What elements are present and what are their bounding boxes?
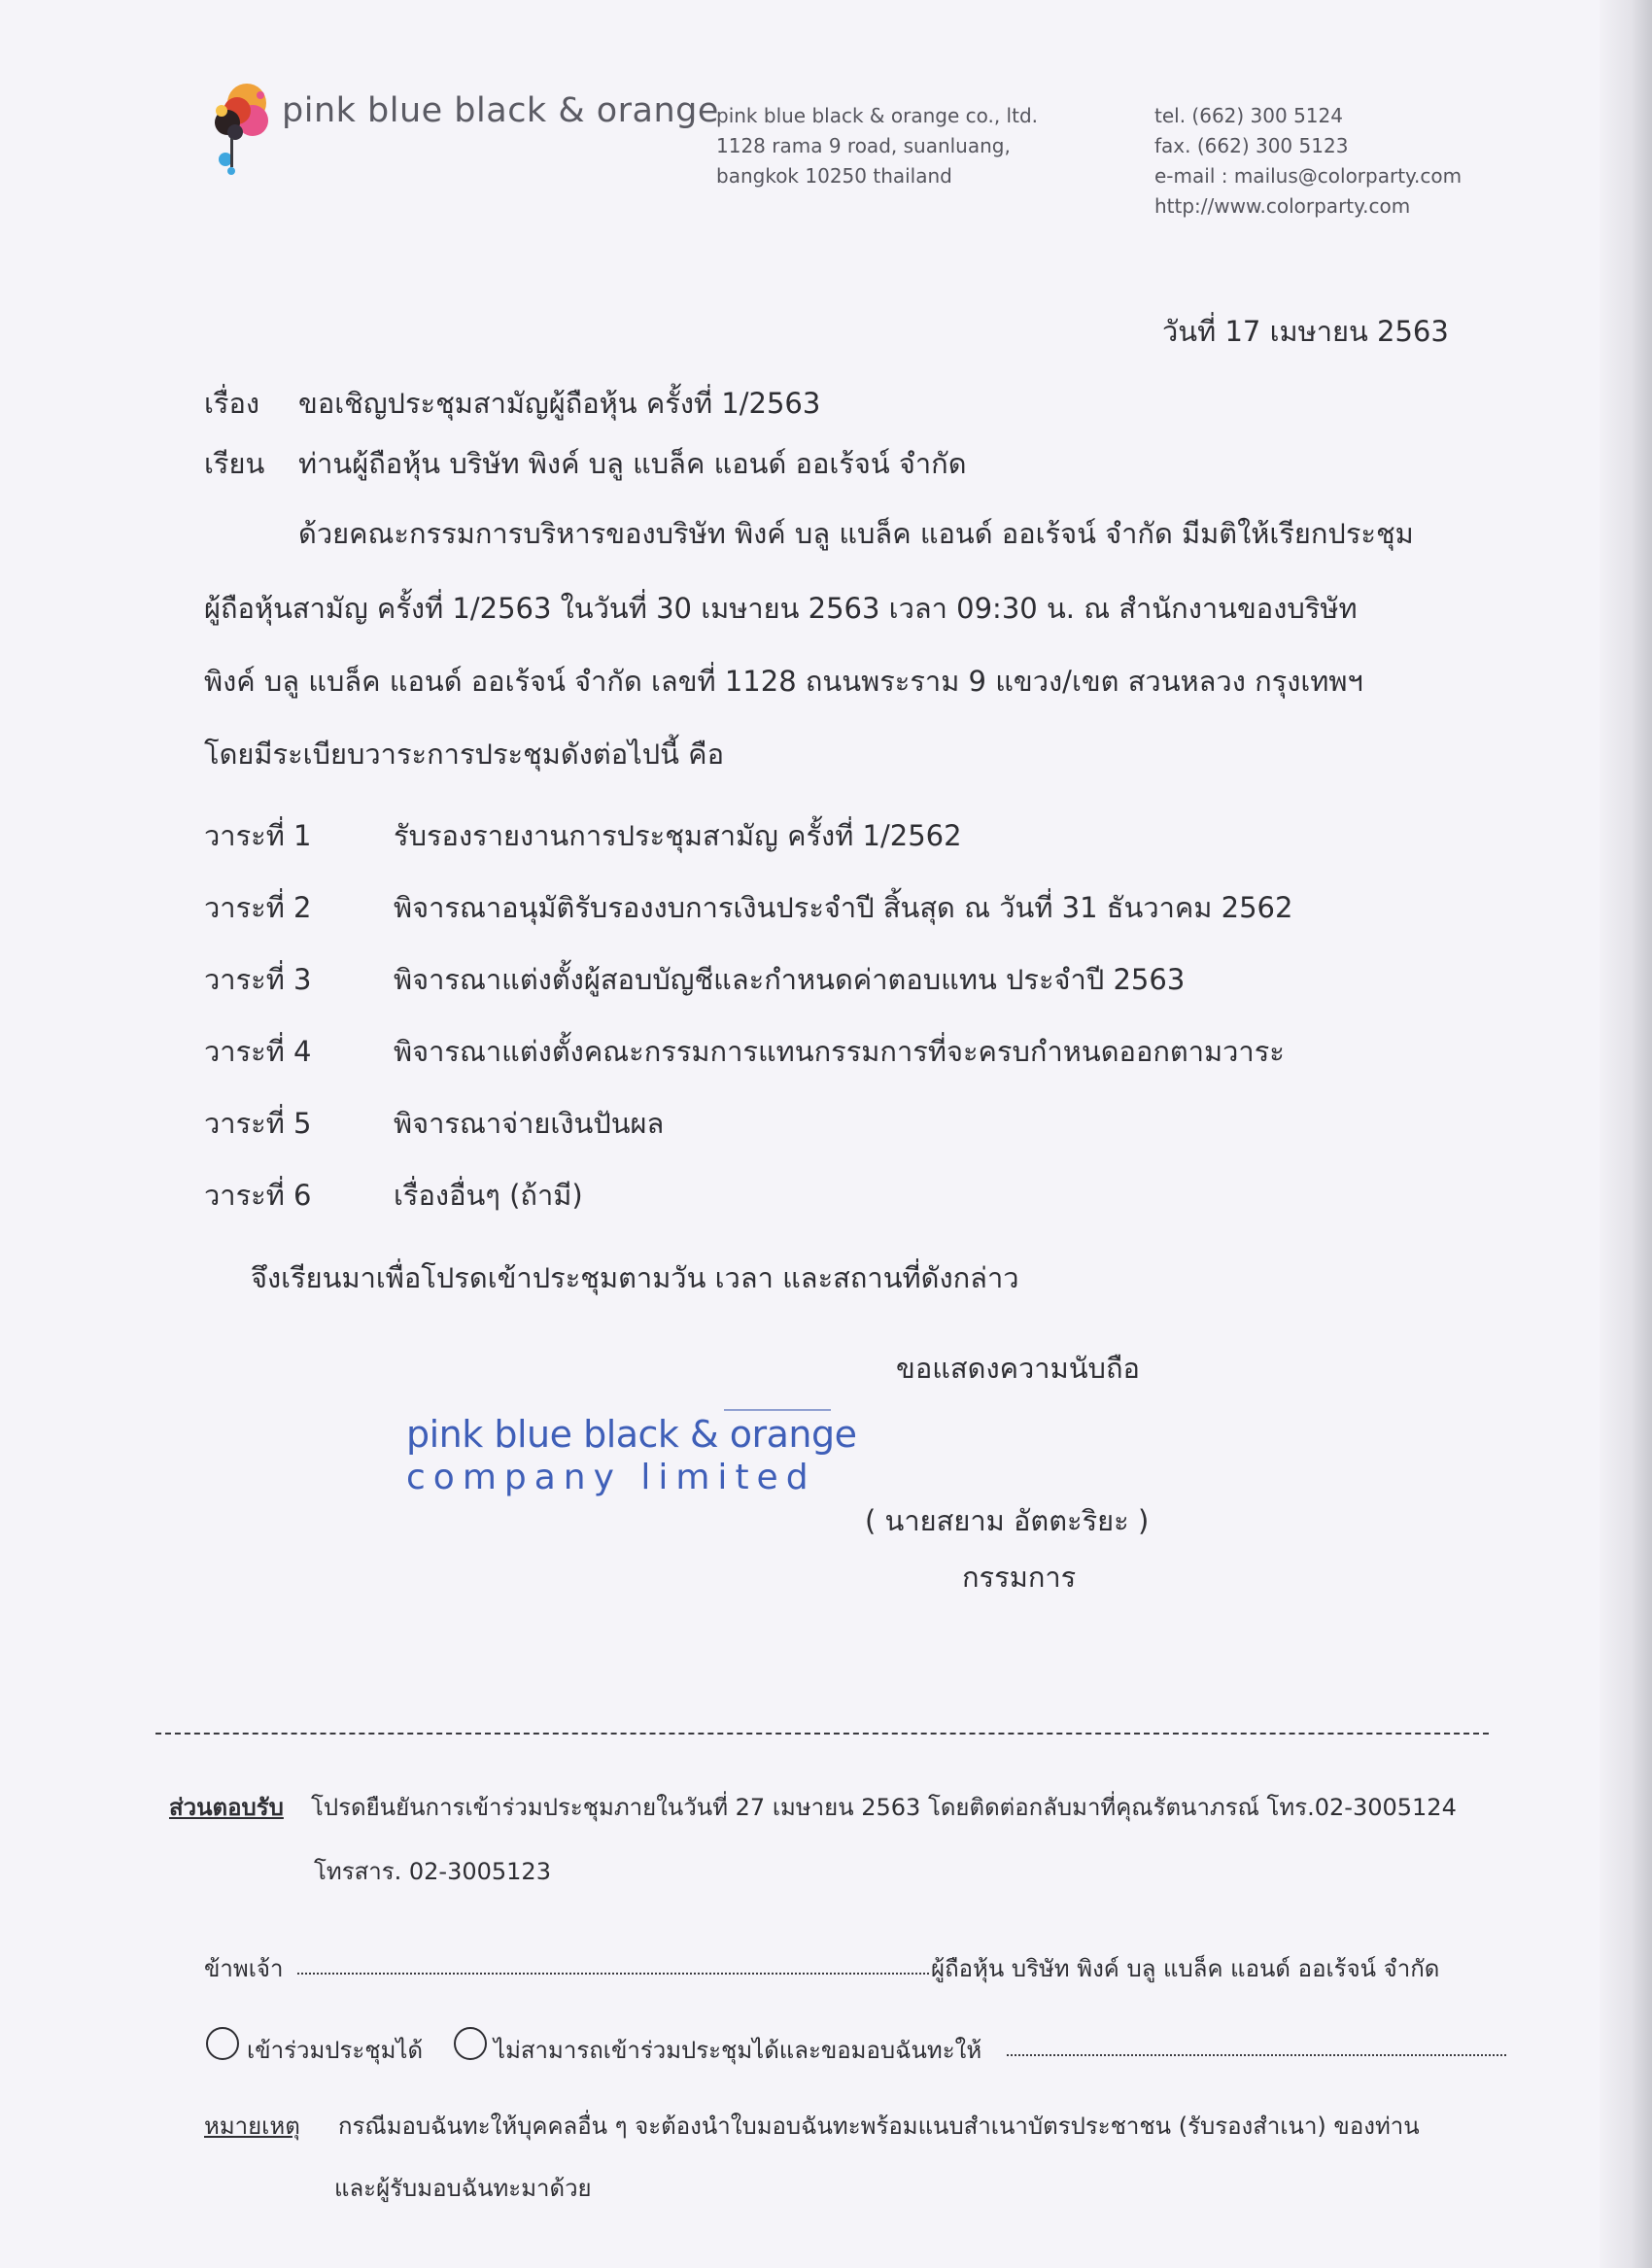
cut-line bbox=[155, 1733, 1489, 1735]
note-label: หมายเหตุ bbox=[204, 2113, 300, 2140]
closing-line: จึงเรียนมาเพื่อโปรดเข้าประชุมตามวัน เวลา และสถานที่ดังกล่าว bbox=[251, 1261, 1019, 1294]
agenda-number: วาระที่ 4 bbox=[204, 1035, 312, 1068]
reply-fax: โทรสาร. 02-3005123 bbox=[314, 1858, 551, 1885]
agenda-number: วาระที่ 3 bbox=[204, 963, 312, 996]
body-line: ด้วยคณะกรรมการบริหารของบริษัท พิงค์ บลู แบล็ค แอนด์ ออเร้จน์ จำกัด มีมติให้เรียกประชุม bbox=[298, 517, 1414, 550]
reply-instruction: โปรดยืนยันการเข้าร่วมประชุมภายในวันที่ 27 เมษายน 2563 โดยติดต่อกลับมาที่คุณรัตนาภรณ์ โทร.02-3005124 bbox=[311, 1794, 1457, 1821]
website: http://www.colorparty.com bbox=[1154, 194, 1411, 218]
scan-edge bbox=[1600, 0, 1652, 2268]
recipient-label: เรียน bbox=[204, 447, 265, 480]
recipient-text: ท่านผู้ถือหุ้น บริษัท พิงค์ บลู แบล็ค แอนด์ ออเร้จน์ จำกัด bbox=[298, 447, 967, 480]
letter-date: วันที่ 17 เมษายน 2563 bbox=[1162, 315, 1449, 348]
address-line: 1128 rama 9 road, suanluang, bbox=[716, 134, 1011, 157]
subject-label: เรื่อง bbox=[204, 387, 260, 420]
fax: fax. (662) 300 5123 bbox=[1154, 134, 1349, 157]
proxy-label: ไม่สามารถเข้าร่วมประชุมได้และขอมอบฉันทะให้ bbox=[494, 2037, 982, 2064]
name-suffix: ผู้ถือหุ้น บริษัท พิงค์ บลู แบล็ค แอนด์ ออเร้จน์ จำกัด bbox=[931, 1955, 1440, 1982]
agenda-text: พิจารณาจ่ายเงินปันผล bbox=[394, 1107, 665, 1140]
phone: tel. (662) 300 5124 bbox=[1154, 104, 1343, 127]
agenda-text: พิจารณาอนุมัติรับรองงบการเงินประจำปี สิ้นสุด ณ วันที่ 31 ธันวาคม 2562 bbox=[394, 891, 1293, 924]
stamp-mark bbox=[724, 1409, 831, 1411]
note-text: และผู้รับมอบฉันทะมาด้วย bbox=[334, 2175, 592, 2202]
agenda-text: รับรองรายงานการประชุมสามัญ ครั้งที่ 1/2562 bbox=[394, 819, 962, 852]
company-stamp: company limited bbox=[406, 1458, 816, 1497]
attend-label: เข้าร่วมประชุมได้ bbox=[247, 2037, 424, 2064]
signer-title: กรรมการ bbox=[962, 1561, 1077, 1594]
reply-label: ส่วนตอบรับ bbox=[169, 1794, 284, 1821]
body-line: พิงค์ บลู แบล็ค แอนด์ ออเร้จน์ จำกัด เลขที่ 1128 ถนนพระราม 9 แขวง/เขต สวนหลวง กรุงเทพฯ bbox=[204, 665, 1363, 698]
ink-splash-logo-icon bbox=[202, 82, 274, 183]
body-line: โดยมีระเบียบวาระการประชุมดังต่อไปนี้ คือ bbox=[204, 738, 724, 771]
agenda-number: วาระที่ 2 bbox=[204, 891, 312, 924]
address-line: pink blue black & orange co., ltd. bbox=[716, 104, 1039, 127]
name-prefix: ข้าพเจ้า bbox=[204, 1955, 284, 1982]
company-address bbox=[716, 101, 1038, 191]
agenda-text: พิจารณาแต่งตั้งผู้สอบบัญชีและกำหนดค่าตอบแทน ประจำปี 2563 bbox=[394, 963, 1186, 996]
body-line: ผู้ถือหุ้นสามัญ ครั้งที่ 1/2563 ในวันที่ 30 เมษายน 2563 เวลา 09:30 น. ณ สำนักงานของบริษัท bbox=[204, 592, 1358, 625]
agenda-number: วาระที่ 1 bbox=[204, 819, 312, 852]
name-field[interactable] bbox=[297, 1973, 929, 1975]
proxy-name-field[interactable] bbox=[1007, 2054, 1506, 2056]
signer-name: ( นายสยาม อัตตะริยะ ) bbox=[865, 1504, 1150, 1537]
note-text: กรณีมอบฉันทะให้บุคคลอื่น ๆ จะต้องนำใบมอบฉันทะพร้อมแนบสำเนาบัตรประชาชน (รับรองสำเนา) ของท่าน bbox=[338, 2113, 1420, 2140]
agenda-number: วาระที่ 6 bbox=[204, 1179, 312, 1212]
agenda-number: วาระที่ 5 bbox=[204, 1107, 312, 1140]
agenda-text: เรื่องอื่นๆ (ถ้ามี) bbox=[394, 1179, 583, 1212]
agenda-text: พิจารณาแต่งตั้งคณะกรรมการแทนกรรมการที่จะครบกำหนดออกตามวาระ bbox=[394, 1035, 1285, 1068]
regards: ขอแสดงความนับถือ bbox=[896, 1352, 1140, 1385]
email: e-mail : mailus@colorparty.com bbox=[1154, 164, 1463, 188]
company-stamp: pink blue black & orange bbox=[406, 1413, 857, 1456]
attend-radio[interactable] bbox=[206, 2027, 239, 2060]
brand-name: pink blue black & orange bbox=[282, 91, 719, 130]
company-contact bbox=[1154, 101, 1462, 222]
subject-text: ขอเชิญประชุมสามัญผู้ถือหุ้น ครั้งที่ 1/2563 bbox=[298, 387, 821, 420]
proxy-radio[interactable] bbox=[454, 2027, 487, 2060]
address-line: bangkok 10250 thailand bbox=[716, 164, 952, 188]
